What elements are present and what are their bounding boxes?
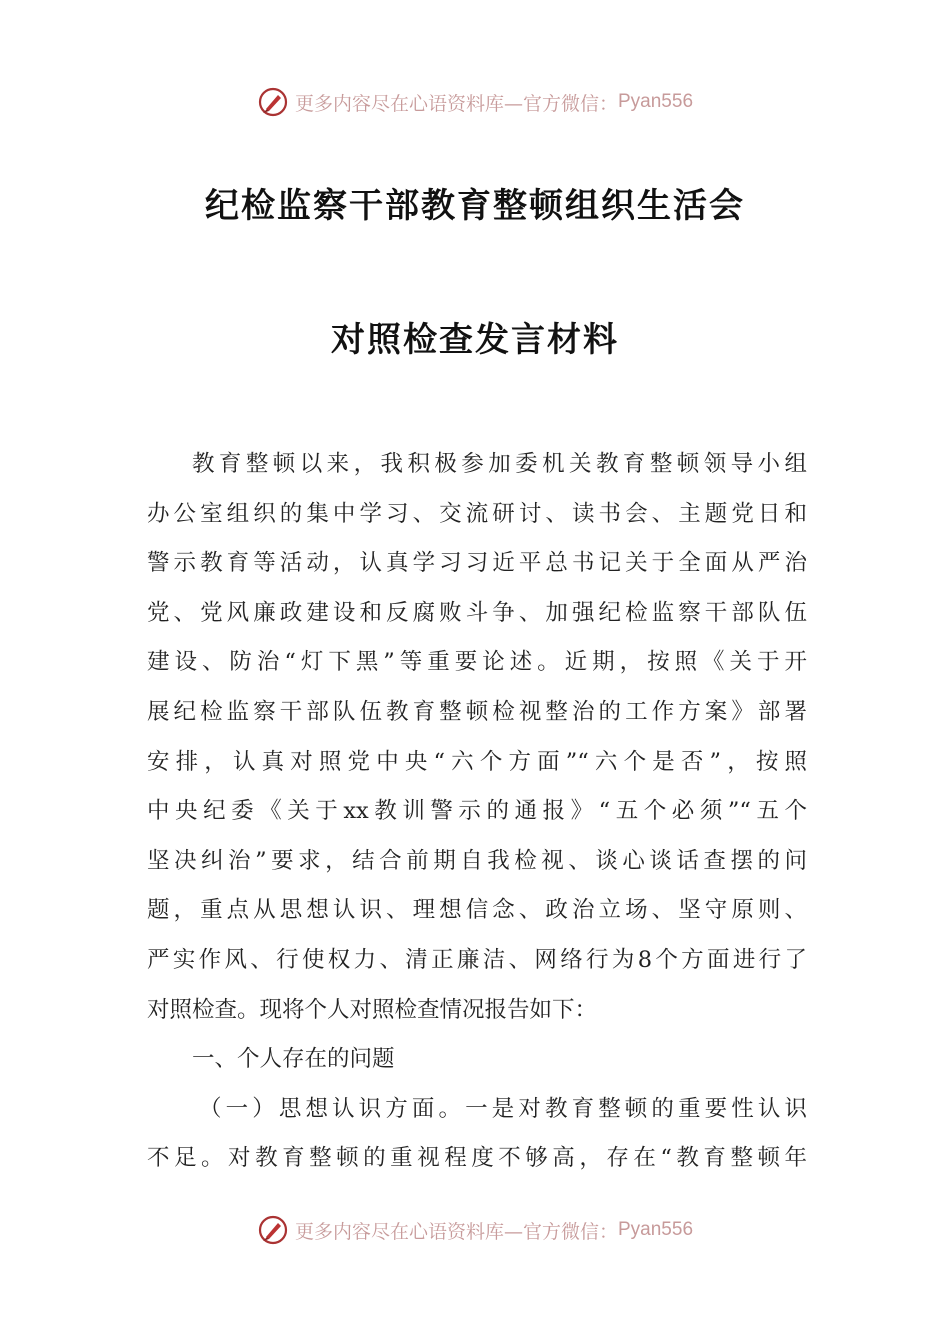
pen-logo-icon xyxy=(257,1214,289,1246)
document-title-line-1: 纪检监察干部教育整顿组织生活会 xyxy=(205,186,745,226)
document-body xyxy=(147,440,807,1184)
banner-wechat-id: Pyan556 xyxy=(618,91,694,112)
text-line: 教育整顿以来，我积极参加委机关教育整顿领导小组 xyxy=(192,451,807,477)
text-line: 展纪检监察干部队伍教育整顿检视整治的工作方案》部署 xyxy=(147,698,807,725)
text-line: 严实作风、行使权力、清正廉洁、网络行为8个方面进行了 xyxy=(147,946,807,973)
text-line: 党、党风廉政建设和反腐败斗争、加强纪检监察干部队伍 xyxy=(147,599,807,626)
text-line: 中央纪委《关于xx教训警示的通报》“五个必须”“五个 xyxy=(147,798,807,825)
document-title-line-2: 对照检查发言材料 xyxy=(331,320,619,360)
text-line: （一）思想认识方面。一是对教育整顿的重要性认识 xyxy=(199,1095,807,1122)
footer-banner xyxy=(0,1210,950,1250)
text-line: 对照检查。现将个人对照检查情况报告如下： xyxy=(147,996,598,1023)
text-line: 题，重点从思想认识、理想信念、政治立场、坚守原则、 xyxy=(147,897,807,924)
header-banner xyxy=(0,82,950,122)
text-line: 办公室组织的集中学习、交流研讨、读书会、主题党日和 xyxy=(147,500,807,527)
text-line: 建设、防治“灯下黑”等重要论述。近期，按照《关于开 xyxy=(147,649,807,676)
text-line: 坚决纠治”要求，结合前期自我检视、谈心谈话查摆的问 xyxy=(147,847,807,874)
banner-text: 更多内容尽在心语资料库—官方微信： xyxy=(294,1220,618,1243)
section-heading: 一、个人存在的问题 xyxy=(192,1046,395,1073)
text-line: 警示教育等活动，认真学习习近平总书记关于全面从严治 xyxy=(147,550,807,577)
text-line: 不足。对教育整顿的重视程度不够高，存在“教育整顿年 xyxy=(147,1145,807,1172)
banner-text: 更多内容尽在心语资料库—官方微信： xyxy=(294,92,618,115)
text-line: 安排，认真对照党中央“六个方面”“六个是否”，按照 xyxy=(147,748,807,775)
banner-wechat-id: Pyan556 xyxy=(618,1219,694,1240)
pen-logo-icon xyxy=(257,86,289,118)
